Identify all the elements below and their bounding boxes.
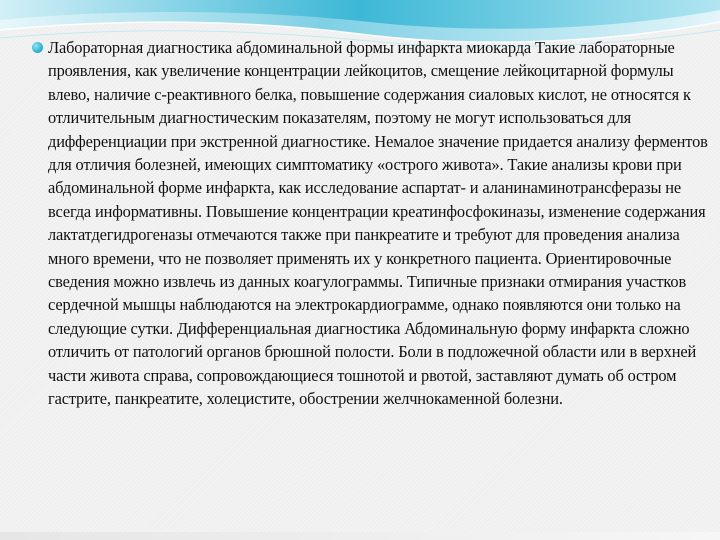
bullet-paragraph <box>30 36 714 411</box>
slide-content <box>30 36 714 411</box>
paragraph-text: Лабораторная диагностика абдоминальной формы инфаркта миокарда Такие лабораторные проявления, как увеличение концентрации лейкоцитов, смещение лейкоцитарной формулы влево, наличие с-реактивного белка, повышение содержания сиаловых кислот, не относятся к отличительным диагностическим показателям, поэтому не могут использоваться для дифференциации при экстренной диагностике. Немалое значение придается анализу ферментов для отличия болезней, имеющих симптоматику «острого живота». Такие анализы крови при абдоминальной форме инфаркта, как исследование аспартат- и аланинаминотрансферазы не всегда информативны. Повышение концентрации креатинфосфокиназы, изменение содержания лактатдегидрогеназы отмечаются также при панкреатите и требуют для проведения анализа много времени, что не позволяет применять их у конкретного пациента. Ориентировочные сведения можно извлечь из данных коагулограммы. Типичные признаки отмирания участков сердечной мышцы наблюдаются на электрокардиограмме, однако появляются они только на следующие сутки. Дифференциальная диагностика Абдоминальную форму инфаркта сложно отличить от патологий органов брюшной полости. Боли в подложечной области или в верхней части живота справа, сопровождающиеся тошнотой и рвотой, заставляют думать об остром гастрите, панкреатите, холецистите, обострении желчнокаменной болезни. <box>48 38 708 409</box>
round-bullet-icon <box>32 42 43 53</box>
bottom-strip <box>0 532 720 540</box>
